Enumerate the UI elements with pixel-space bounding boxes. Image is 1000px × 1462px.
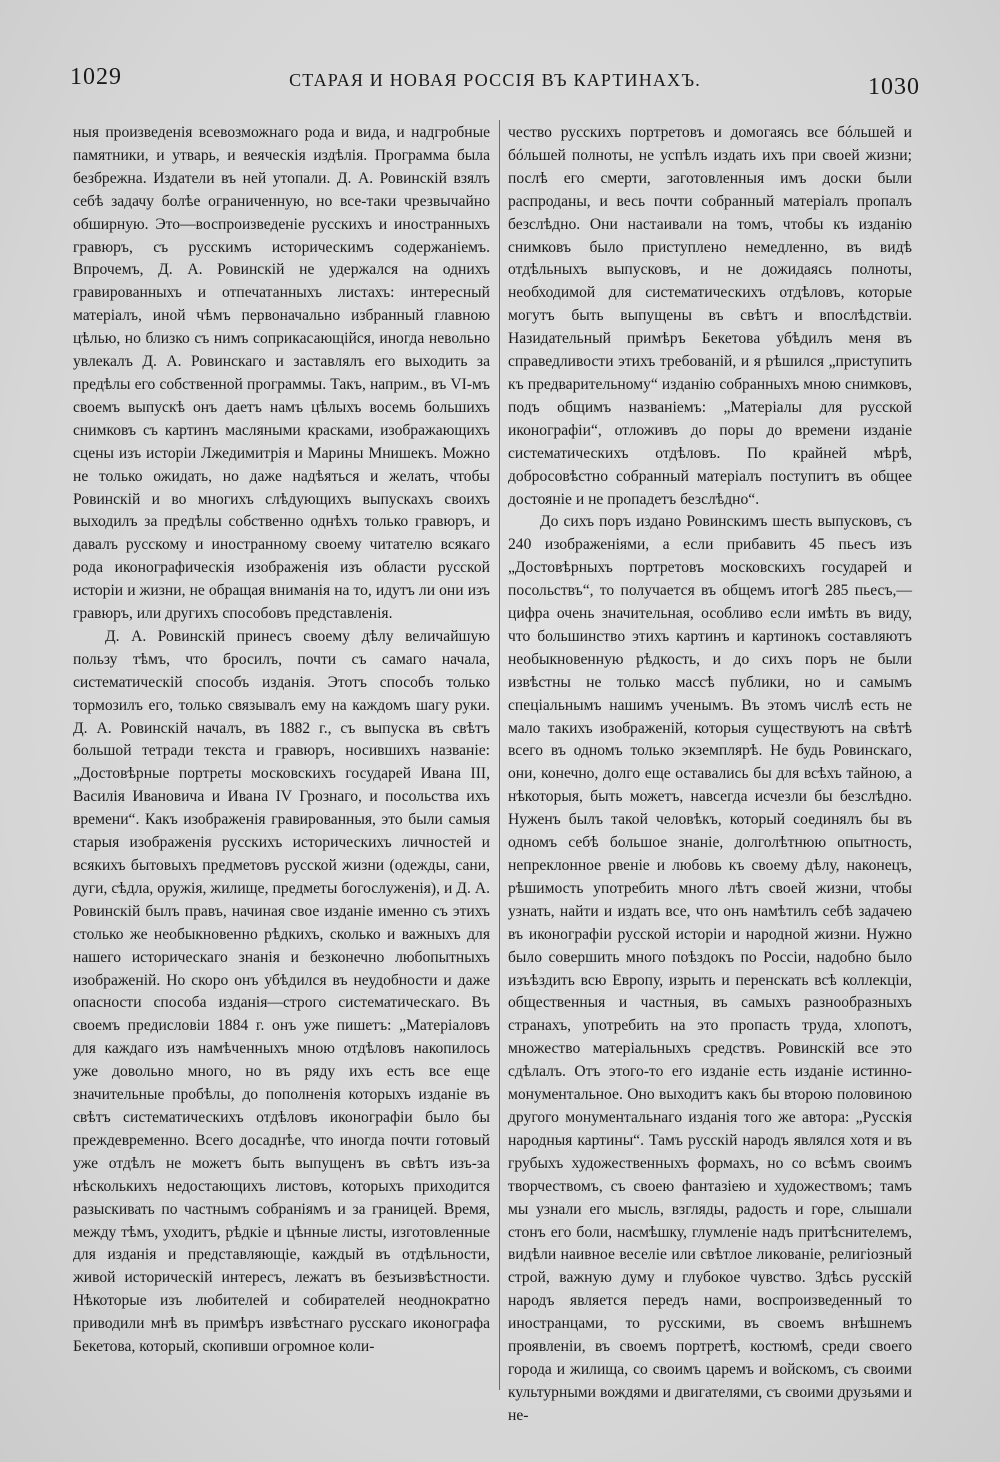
left-column <box>73 122 490 1359</box>
column-divider <box>499 120 500 1390</box>
page-number-right: 1030 <box>868 74 920 100</box>
page-number-left: 1029 <box>70 64 122 90</box>
paragraph: ныя произведенія всевозможнаго рода и вида, и надгробные памятники, и утварь, и веяческія издѣлія. Программа была безбрежна. Издатели въ ней утопали. Д. А. Ровинскій взялъ себѣ задачу болѣе ограниченную, но все-таки чрезвычайно обширную. Это—воспроизведеніе русскихъ и иностранныхъ гравюръ, съ русскимъ историческимъ содержаніемъ. Впрочемъ, Д. А. Ровинскій не удержался на однихъ гравированныхъ и отпечатанныхъ листахъ: интересный матеріалъ, иной чѣмъ первоначально избранный главною цѣлью, но близко съ нимъ соприкасающійся, иногда невольно увлекалъ Д. А. Ровинскаго и заставлялъ его выходить за предѣлы его собственной программы. Такъ, наприм., въ VI-мъ своемъ выпускѣ онъ даетъ намъ цѣлыхъ восемь большихъ снимковъ съ картинъ масляными красками, изображающихъ сцены изъ исторіи Лжедимитрія и Марины Мнишекъ. Можно не только ожидать, но даже надѣяться и желать, чтобы Ровинскій и во многихъ слѣдующихъ выпускахъ своихъ выходилъ за предѣлы собственно однѣхъ только гравюръ, и давалъ русскому и иностранному своему читателю всякаго рода иконографическія изображенія изъ области русской исторіи и жизни, не обращая вниманія на то, идутъ ли они изъ гравюръ, или другихъ способовъ представленія. <box>73 124 490 623</box>
right-column <box>508 122 912 1428</box>
paragraph: чество русскихъ портретовъ и домогаясь все бóльшей и бóльшей полноты, не успѣлъ издать ихъ при своей жизни; послѣ его смерти, заготовленныя имъ доски были распроданы, и весь почти собранный матеріалъ пропалъ безслѣдно. Они настаивали на томъ, чтобы къ изданію снимковъ было приступлено немедленно, въ видѣ отдѣльныхъ выпусковъ, и не дожидаясь полноты, необходимой для систематическихъ отдѣловъ, которые могутъ быть выпущены въ свѣтъ и впослѣдствіи. Назидательный примѣръ Бекетова убѣдилъ меня въ справедливости этихъ требованій, и я рѣшился „приступить къ предварительному“ изданію собранныхъ мною снимковъ, подъ общимъ названіемъ: „Матеріалы для русской иконографіи“, отложивъ до поры до времени изданіе систематическихъ отдѣловъ. По крайней мѣрѣ, добросовѣстно собранный матеріалъ поступитъ въ общее достояніе и не пропадетъ безслѣдно“. <box>508 124 912 508</box>
paragraph: До сихъ поръ издано Ровинскимъ шесть выпусковъ, съ 240 изображеніями, а если прибавить 45 пьесъ изъ „Достовѣрныхъ портретовъ московскихъ государей и посольствъ“, то получается въ общемъ итогѣ 285 пьесъ,—цифра очень значительная, особливо если имѣть въ виду, что большинство этихъ картинъ и картинокъ составляютъ необыкновенную рѣдкость, и до сихъ поръ не были извѣстны не только массѣ публики, но и самымъ спеціальнымъ нашимъ ученымъ. Въ этомъ числѣ есть не мало такихъ изображеній, которыя существуютъ на свѣтѣ всего въ одномъ только экземплярѣ. Не будь Ровинскаго, они, конечно, долго еще оставались бы для всѣхъ тайною, а нѣкоторыя, быть можетъ, навсегда исчезли бы безслѣдно. Нуженъ былъ такой человѣкъ, который соединялъ бы въ одномъ себѣ большое знаніе, долголѣтнюю опытность, непреклонное рвеніе и любовь къ своему дѣлу, наконецъ, рѣшимость употребить много лѣтъ своей жизни, чтобы узнать, найти и издать все, что онъ намѣтилъ себѣ задачею въ иконографіи русской исторіи и народной жизни. Нужно было совершить много поѣздокъ по Россіи, надобно было изъѣздить всю Европу, изрыть и перенскать всѣ коллекціи, общественныя и частныя, въ самыхъ разнообразныхъ странахъ, употребить на это пропасть труда, хлопотъ, множество матеріальныхъ средствъ. Ровинскій все это сдѣлалъ. Отъ этого-то его изданіе есть изданіе истинно-монументальное. Оно выходитъ какъ бы второю половиною другого монументальнаго изданія того же автора: „Русскія народныя картины“. Тамъ русскій народъ являлся хотя и въ грубыхъ художественныхъ формахъ, но со всѣмъ своимъ творчествомъ, съ своею фантазіею и художествомъ; тамъ мы узнали его мысль, взгляды, радость и горе, слышали стонъ его боли, насмѣшку, глумленіе надъ притѣснителемъ, видѣли наивное веселіе или свѣтлое ликованіе, религіозный строй, важную думу и глубокое чувство. Здѣсь русскій народъ является передъ нами, воспроизведенный то иностранцами, то русскими, въ своемъ внѣшнемъ проявленіи, въ своемъ портретѣ, костюмѣ, среди своего города и жилища, со своимъ царемъ и войскомъ, съ своими культурными вождями и двигателями, съ своими друзьями и не- <box>508 513 912 1424</box>
paragraph: Д. А. Ровинскій принесъ своему дѣлу величайшую пользу тѣмъ, что бросилъ, почти съ самаго начала, систематическій способъ изданія. Этотъ способъ только тормозилъ его, только связывалъ ему на каждомъ шагу руки. Д. А. Ровинскій началъ, въ 1882 г., съ выпуска въ свѣтъ большой тетради текста и гравюръ, носившихъ названіе: „Достовѣрные портреты московскихъ государей Ивана III, Василія Ивановича и Ивана IV Грознаго, и посольства ихъ времени“. Какъ изображенія гравированныя, это были самыя старыя изображенія русскихъ историческихъ личностей и всякихъ бытовыхъ предметовъ русской жизни (одежды, сани, дуги, сѣдла, оружія, жилище, предметы богослуженія), и Д. А. Ровинскій былъ правъ, начиная свое изданіе именно съ этихъ столько же необыкновенно рѣдкихъ, сколько и важныхъ для нашего историческаго знанія и безконечно любопытныхъ изображеній. Но скоро онъ убѣдился въ неудобности и даже опасности способа изданія—строго систематическаго. Въ своемъ предисловіи 1884 г. онъ уже пишетъ: „Матеріаловъ для каждаго изъ намѣченныхъ мною отдѣловъ накопилось уже довольно много, но въ ряду ихъ есть все еще значительные пробѣлы, до пополненія которыхъ изданіе въ свѣтъ систематическихъ отдѣловъ иконографіи было бы преждевременно. Всего досаднѣе, что иногда почти готовый уже отдѣлъ не можетъ быть выпущенъ въ свѣтъ изъ-за нѣсколькихъ недостающихъ листовъ, которыхъ приходится разыскивать по частнымъ собраніямъ и за границей. Время, между тѣмъ, уходитъ, рѣдкіе и цѣнные листы, изготовленные для изданія и представляющіе, каждый въ отдѣльности, живой историческій интересъ, лежатъ въ безъизвѣстности. Нѣкоторые изъ любителей и собирателей неоднократно приводили мнѣ въ примѣръ извѣстнаго русскаго иконографа Бекетова, который, скопивши огромное коли- <box>73 627 490 1356</box>
running-head <box>70 64 920 104</box>
running-title: СТАРАЯ И НОВАЯ РОССІЯ ВЪ КАРТИНАХЪ. <box>289 70 701 90</box>
